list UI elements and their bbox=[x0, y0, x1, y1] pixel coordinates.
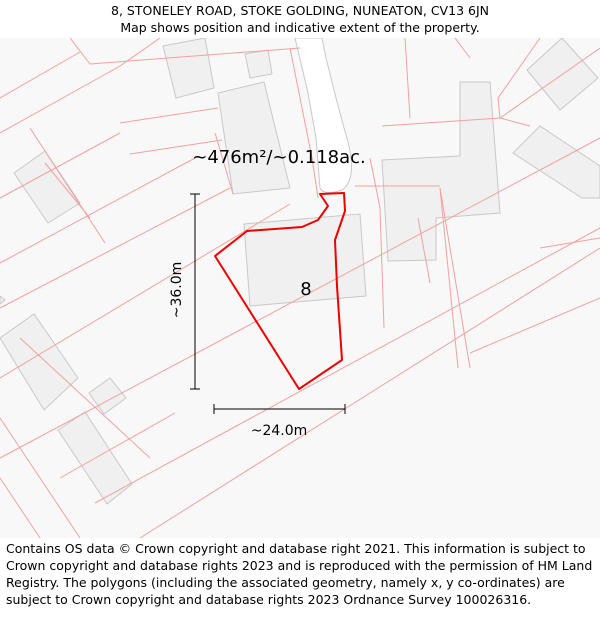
map-subtitle: Map shows position and indicative extent of the property. bbox=[120, 20, 480, 35]
plot-number-label: 8 bbox=[300, 279, 312, 300]
property-map[interactable] bbox=[0, 38, 600, 538]
map-canvas bbox=[0, 38, 600, 538]
page-header bbox=[0, 0, 600, 38]
copyright-notice: Contains OS data © Crown copyright and database right 2021. This information is subject to Crown copyright and database rights 2023 and is reproduced with the permission of HM Land Registry. The polygons (including the associated geometry, namely x, y co-ordinates) are subject to Crown copyright and database rights 2023 Ordnance Survey 100026316. bbox=[6, 541, 593, 607]
area-label: ~476m²/~0.118ac. bbox=[192, 147, 366, 168]
width-label: ~24.0m bbox=[250, 423, 308, 439]
property-address: 8, STONELEY ROAD, STOKE GOLDING, NUNEATON, CV13 6JN bbox=[111, 3, 489, 18]
building bbox=[245, 50, 272, 78]
height-label: ~36.0m bbox=[169, 261, 185, 319]
